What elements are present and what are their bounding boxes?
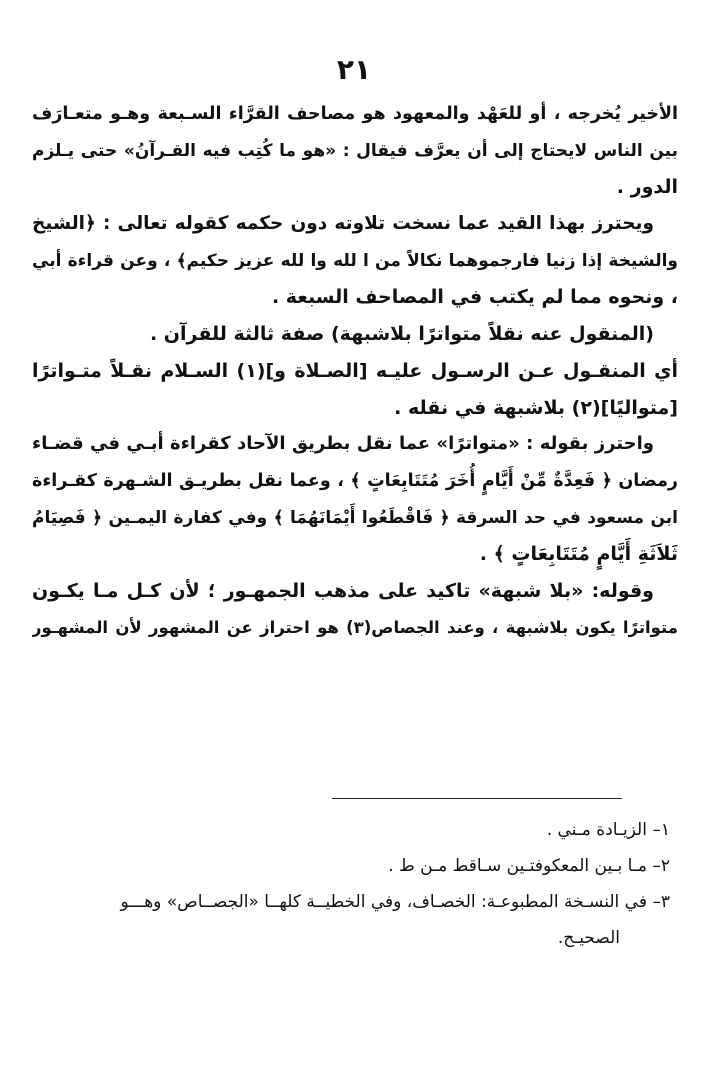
text-line: متواترًا يكون بلاشبهة ، وعند الجصاص(٣) هو احتراز عن المشهور لأن المشهـور	[32, 617, 678, 637]
footnote-separator	[332, 798, 622, 799]
text-line: أي المنقـول عـن الرسـول عليـه [الصـلاة و](١) السـلام نقـلاً متـواترًا	[32, 359, 678, 382]
text-line: والشيخة إذا زنيا فارجموهما نكالاً من ا لله وا لله عزيز حكيم﴾ ، وعن قراءة أبي	[32, 250, 678, 271]
page-number: ٢١	[336, 53, 372, 86]
text-line: [متواليًا](٢) بلاشبهة في نقله .	[394, 396, 678, 419]
body-text	[32, 96, 678, 646]
text-line: واحترز بقوله : «متواترًا» عما نقل بطريق الآحاد كقراءة أبـي في قضـاء	[32, 433, 654, 455]
text-line: ثَلاَثَةِ أَيَّامٍ مُتَتَابِعَاتٍ ﴾ .	[479, 543, 678, 566]
text-line: بين الناس لايحتاج إلى أن يعرَّف فيقال : «هو ما كُتِب فيه القـرآنُ» حتى يـلزم	[32, 140, 678, 161]
footnote-continuation: الصحيـح.	[557, 928, 620, 948]
text-line: الدور .	[616, 176, 678, 199]
footnotes	[40, 812, 670, 956]
text-line: ابن مسعود في حد السرقة ﴿ فَاقْطَعُوا أَيْمَانَهُمَا ﴾ وفي كفارة اليمـين ﴿ فَصِيَامُ	[32, 507, 678, 528]
text-line: (المنقول عنه نقلاً متواترًا بلاشبهة) صفة ثالثة للقرآن .	[149, 323, 654, 346]
text-line: ويحترز بهذا القيد عما نسخت تلاوته دون حكمه كقوله تعالى : ﴿الشيخ	[32, 213, 654, 235]
text-line: رمضان ﴿ فَعِدَّةٌ مِّنْ أَيَّامٍ أُخَرَ مُتَتَابِعَاتٍ ﴾ ، وعما نقل بطريـق الشـهرة كقـراءة	[32, 470, 678, 491]
text-line: وقوله: «بلا شبهة» تاكيد على مذهب الجمهـور ؛ لأن كـل مـا يكـون	[32, 579, 654, 602]
text-line: الأخير يُخرجه ، أو للعَهْد والمعهود هو مصاحف القرَّاء السـبعة وهـو متعـارَف	[32, 104, 678, 124]
footnote: ٢– مـا بـين المعكوفتـين سـاقط مـن ط .	[388, 856, 670, 876]
footnote: ٣– في النسـخة المطبوعـة: الخصـاف، وفي الخطيــة كلهــا «الجصــاص» وهـــو	[120, 892, 670, 912]
text-line: ، ونحوه مما لم يكتب في المصاحف السبعة .	[271, 286, 678, 309]
footnote: ١– الزيـادة مـني .	[546, 820, 670, 840]
